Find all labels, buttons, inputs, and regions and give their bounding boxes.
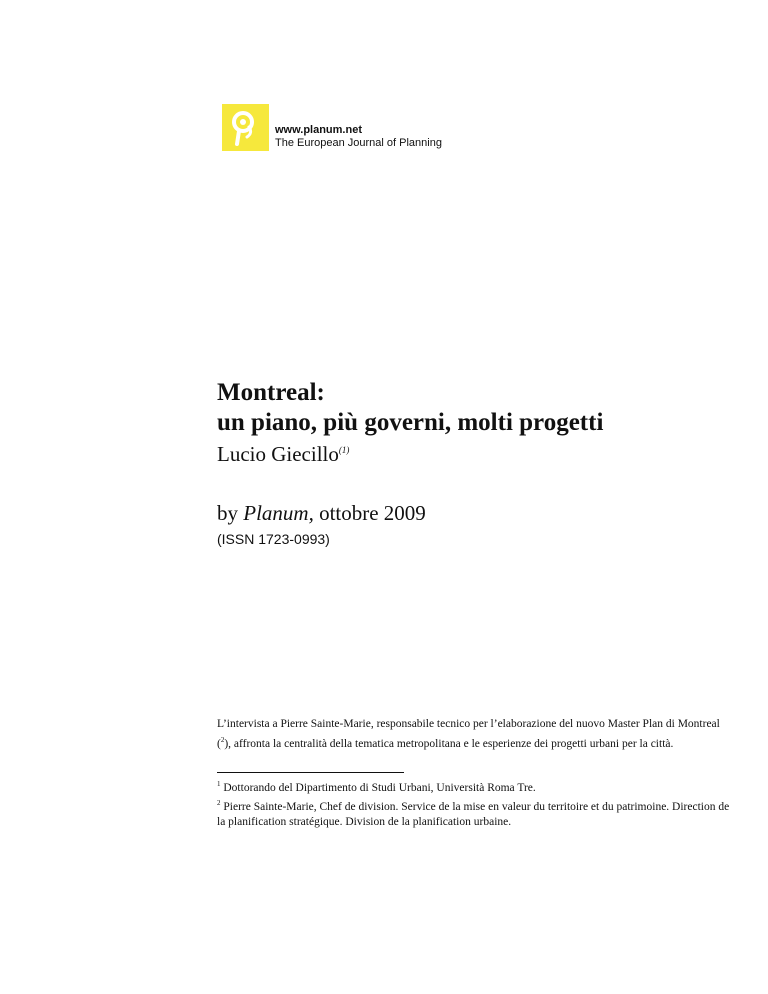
footnote-text: Pierre Sainte-Marie, Chef de division. Service de la mise en valeur du territoire et du patrimoine. Direction de la planification stratégique. Division de la planification urbaine. xyxy=(217,800,730,828)
site-url: www.planum.net xyxy=(275,124,362,136)
abstract-text-end: ), affronta la centralità della tematica metropolitana e le esperienze dei progetti urbani per la città. xyxy=(224,737,674,750)
footnote-number: 1 xyxy=(217,780,221,788)
byline-date: ottobre 2009 xyxy=(313,501,426,525)
journal-name: The European Journal of Planning xyxy=(275,137,442,149)
byline-prefix: by xyxy=(217,501,244,525)
journal-header xyxy=(222,104,442,151)
article-title-line-2: un piano, più governi, molti progetti xyxy=(217,409,604,436)
article-title-line-1: Montreal: xyxy=(217,379,325,406)
journal-header-text xyxy=(275,124,442,150)
issn: (ISSN 1723-0993) xyxy=(217,531,330,547)
footnote-1 xyxy=(217,777,737,796)
abstract-footnote-ref: 2 xyxy=(220,735,225,744)
article-title xyxy=(217,378,757,438)
author-footnote-ref: (1) xyxy=(338,445,350,455)
byline-publication: Planum, xyxy=(243,501,314,525)
title-block xyxy=(217,378,757,466)
article-author xyxy=(217,438,757,466)
author-name: Lucio Giecillo xyxy=(217,442,339,466)
footnote-number: 2 xyxy=(217,798,221,807)
footnote-text: Dottorando del Dipartimento di Studi Urbani, Università Roma Tre. xyxy=(220,781,536,794)
footnotes xyxy=(217,777,737,830)
planum-logo-icon xyxy=(222,104,269,151)
footnote-2 xyxy=(217,796,737,830)
footnote-divider xyxy=(217,772,404,773)
abstract-text-start: L’intervista a Pierre Sainte-Marie, responsabile tecnico per l’elaborazione del nuovo Master Plan di Montreal ( xyxy=(217,717,720,750)
publication-byline xyxy=(217,500,426,526)
abstract-paragraph xyxy=(217,716,727,752)
